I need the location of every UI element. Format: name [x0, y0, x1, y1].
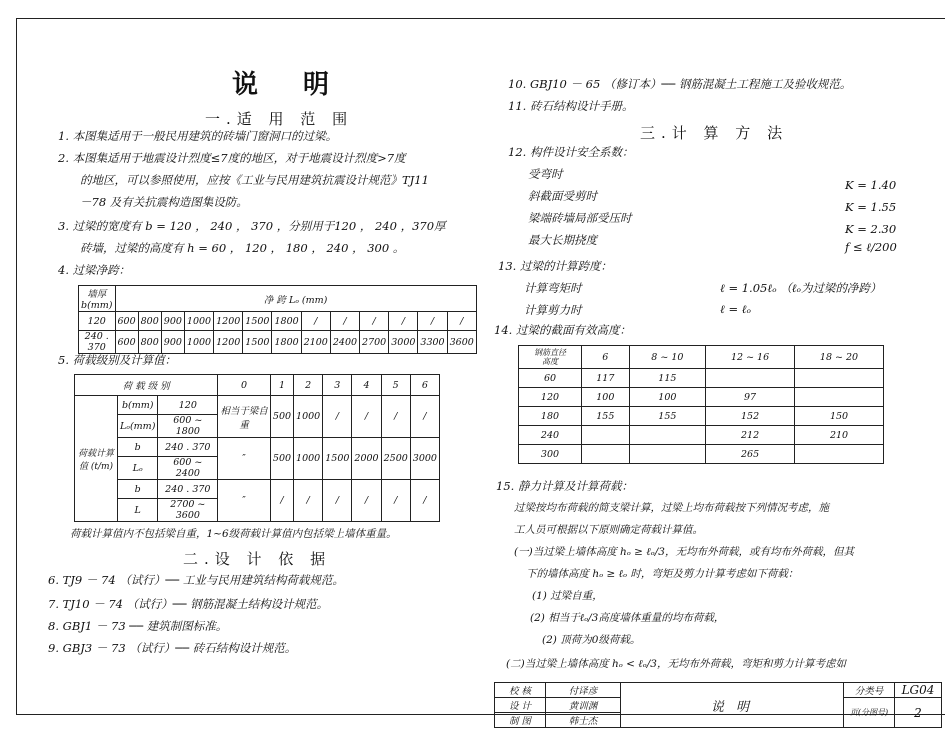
text-line: 11. 砖石结构设计手册。 [508, 99, 634, 113]
table-cell: 600 [115, 331, 138, 354]
table-cell: b [118, 438, 158, 457]
table-cell: / [389, 312, 418, 331]
text-line: 的地区，可以参照使用，应按《工业与民用建筑抗震设计规范》TJ11 [80, 173, 429, 187]
table-cell: 1000 [184, 331, 213, 354]
table-cell: 韩士杰 [546, 713, 621, 728]
table-cell: 265 [706, 445, 795, 464]
height-table-corner: 钢筋直径 高度 [519, 346, 582, 369]
table-cell: 500 [270, 438, 293, 480]
table-cell: 120 [158, 396, 218, 415]
table-cell: 3300 [418, 331, 447, 354]
safety-value: K = 2.30 [845, 222, 897, 236]
span-label: 计算剪力时 [524, 303, 582, 317]
text-line: －78 及有关抗震构造图集设防。 [80, 195, 248, 209]
table-cell: 3600 [447, 331, 476, 354]
table-cell: 1500 [243, 312, 272, 331]
table-cell: 黄训渊 [546, 698, 621, 713]
safety-label: 斜截面受剪时 [528, 189, 597, 203]
span-table [78, 285, 477, 354]
span-value: ℓ = 1.05ℓₒ （ℓₒ为过梁的净跨） [720, 281, 882, 295]
load-table [74, 374, 440, 522]
table-row [519, 445, 884, 464]
table-cell: 6 [582, 346, 630, 369]
text-line: (2) 顶荷为0级荷载。 [542, 634, 641, 646]
table-cell: / [323, 396, 352, 438]
table-cell [629, 426, 705, 445]
title-block-title: 说 明 [621, 683, 844, 728]
table-cell: 210 [795, 426, 884, 445]
table-cell: 180 [519, 407, 582, 426]
table-cell: L [118, 499, 158, 522]
table-cell [795, 388, 884, 407]
section-heading-1: 一.适 用 范 围 [205, 110, 354, 128]
text-line: 8. GBJ1 － 73 ── 建筑制图标准。 [48, 619, 228, 633]
table-cell: / [410, 396, 439, 438]
text-line: 下的墙体高度 hₒ ≥ ℓₒ 时，弯矩及剪力计算考虑如下荷载： [526, 568, 799, 580]
safety-label: 梁端砖墙局部受压时 [528, 211, 632, 225]
text-line: 13. 过梁的计算跨度： [498, 259, 612, 273]
table-cell: 300 [519, 445, 582, 464]
table-row [519, 388, 884, 407]
text-line: (1) 过梁自重， [532, 590, 603, 602]
table-cell: 付译彦 [546, 683, 621, 698]
table-cell: 100 [629, 388, 705, 407]
table-row [79, 331, 477, 354]
table-cell: 1000 [294, 438, 323, 480]
safety-label: 最大长期挠度 [528, 233, 597, 247]
text-line: 2. 本图集适用于地震设计烈度≤7度的地区，对于地震设计烈度>7度 [58, 151, 406, 165]
text-line: 7. TJ10 － 74 （试行）── 钢筋混凝土结构设计规范。 [48, 597, 329, 611]
table-cell: 1800 [272, 312, 301, 331]
table-cell: 2 [895, 698, 942, 728]
safety-value: K = 1.40 [845, 178, 897, 192]
table-cell: 6 [410, 375, 439, 396]
text-line: 5. 荷载级别及计算值： [58, 353, 177, 367]
table-row [519, 426, 884, 445]
table-cell: 600 [115, 312, 138, 331]
table-cell: 800 [138, 331, 161, 354]
table-cell: 155 [629, 407, 705, 426]
section-heading-2: 二.设 计 依 据 [183, 550, 332, 568]
table-cell: 1500 [243, 331, 272, 354]
load-table-side-label: 荷载计算值 (t/m) [75, 396, 118, 522]
table-cell: / [270, 480, 293, 522]
table-cell: 900 [161, 312, 184, 331]
table-cell: 0 [218, 375, 271, 396]
span-table-header: 净 跨 Lₒ (mm) [115, 286, 476, 312]
table-cell: 1200 [214, 312, 243, 331]
table-cell: 2500 [381, 438, 410, 480]
span-label: 计算弯矩时 [524, 281, 582, 295]
table-cell: 500 [270, 396, 293, 438]
table-cell: 2700 ~ 3600 [158, 499, 218, 522]
table-cell: 155 [582, 407, 630, 426]
table-cell: 2100 [301, 331, 330, 354]
text-line: 12. 构件设计安全系数： [508, 145, 634, 159]
table-cell: 240 [519, 426, 582, 445]
text-line: 9. GBJ3 － 73 （试行）── 砖石结构设计规范。 [48, 641, 297, 655]
text-line: 14. 过梁的截面有效高度： [494, 323, 631, 337]
table-cell: 120 [79, 312, 116, 331]
table-cell: / [323, 480, 352, 522]
table-cell [582, 426, 630, 445]
table-cell: 4 [352, 375, 381, 396]
table-cell: / [381, 480, 410, 522]
table-cell: b [118, 480, 158, 499]
safety-value: K = 1.55 [845, 200, 897, 214]
table-cell: 分类号 [844, 683, 895, 698]
table-cell: / [360, 312, 389, 331]
table-cell: 1500 [323, 438, 352, 480]
table-cell: 3000 [389, 331, 418, 354]
table-cell: 3 [323, 375, 352, 396]
section-heading-3: 三.计 算 方 法 [640, 124, 789, 142]
table-cell: 120 [519, 388, 582, 407]
table-cell: / [294, 480, 323, 522]
text-line: 15. 静力计算及计算荷载： [496, 479, 633, 493]
table-cell [629, 445, 705, 464]
table-cell: 制 图 [495, 713, 546, 728]
table-cell: 1000 [184, 312, 213, 331]
table-row [79, 312, 477, 331]
table-cell: / [381, 396, 410, 438]
text-line: (2) 相当于ℓₒ/3高度墙体重量的均布荷载， [530, 612, 725, 624]
text-line: (二)当过梁上墙体高度 hₒ < ℓₒ/3，无均布外荷载，弯矩和剪力计算考虑如 [506, 658, 846, 670]
text-line: 过梁按均布荷载的简支梁计算，过梁上均布荷载按下列情况考虑，施 [514, 502, 829, 514]
title-block [494, 682, 942, 728]
table-cell: 600 ~ 2400 [158, 457, 218, 480]
table-cell: 设 计 [495, 698, 546, 713]
table-cell: b(mm) [118, 396, 158, 415]
table-cell: Lₒ [118, 457, 158, 480]
table-cell: 2700 [360, 331, 389, 354]
height-table [518, 345, 884, 464]
table-cell: 600 ~ 1800 [158, 415, 218, 438]
table-cell: / [418, 312, 447, 331]
text-line: 砖墙，过梁的高度有 h = 60 ， 120 ， 180 ， 240 ， 300 。 [80, 241, 405, 255]
table-cell: 240 . 370 [158, 438, 218, 457]
table-cell: / [330, 312, 359, 331]
table-cell: ″ [218, 438, 271, 480]
table-cell: 2400 [330, 331, 359, 354]
table-cell: 212 [706, 426, 795, 445]
text-line: 1. 本图集适用于一般民用建筑的砖墙门窗洞口的过梁。 [58, 129, 338, 143]
table-row [519, 407, 884, 426]
table-cell: 相当于梁自重 [218, 396, 271, 438]
table-cell: 8 ~ 10 [629, 346, 705, 369]
table-cell: 1200 [214, 331, 243, 354]
text-line: 6. TJ9 － 74 （试行）── 工业与民用建筑结构荷载规范。 [48, 573, 344, 587]
table-cell: 18 ~ 20 [795, 346, 884, 369]
table-cell: 1 [270, 375, 293, 396]
table-cell: 115 [629, 369, 705, 388]
table-cell: 5 [381, 375, 410, 396]
table-cell: 100 [582, 388, 630, 407]
table-cell: 900 [161, 331, 184, 354]
table-cell: 12 ~ 16 [706, 346, 795, 369]
page-title: 说 明 [232, 70, 348, 100]
span-value: ℓ = ℓₒ [720, 302, 751, 316]
table-cell [795, 445, 884, 464]
table-cell [706, 369, 795, 388]
deflection-limit: f ≤ ℓ/200 [845, 240, 897, 254]
text-line: (一)当过梁上墙体高度 hₒ ≥ ℓₒ/3，无均布外荷载，或有均布外荷载，但其 [514, 546, 854, 558]
table-cell: / [301, 312, 330, 331]
table-cell: 240 . 370 [158, 480, 218, 499]
table-cell: 1000 [294, 396, 323, 438]
table-cell: 150 [795, 407, 884, 426]
table-cell: / [447, 312, 476, 331]
span-table-header: 墙厚b(mm) [79, 286, 116, 312]
table-cell: 1800 [272, 331, 301, 354]
table-cell: 117 [582, 369, 630, 388]
table-cell: LG04 [895, 683, 942, 698]
table-cell: 60 [519, 369, 582, 388]
table-cell: 800 [138, 312, 161, 331]
table-row [519, 369, 884, 388]
table-cell: 2000 [352, 438, 381, 480]
text-line: 10. GBJ10 － 65 （修订本）── 钢筋混凝土工程施工及验收规范。 [508, 77, 852, 91]
table-cell: 97 [706, 388, 795, 407]
load-table-header: 荷 载 级 别 [75, 375, 218, 396]
table-cell: / [410, 480, 439, 522]
table-cell: Lₒ(mm) [118, 415, 158, 438]
text-line: 3. 过梁的宽度有 b = 120 ， 240 ， 370 ，分别用于120 ， 240 ，370厚 [58, 219, 446, 233]
table-cell: 240 . 370 [79, 331, 116, 354]
table-cell [582, 445, 630, 464]
text-line: 4. 过梁净跨： [58, 263, 131, 277]
table-cell: 页(分图号) [844, 698, 895, 728]
load-note: 荷载计算值内不包括梁自重，1~6级荷载计算值内包括梁上墙体重量。 [70, 528, 397, 540]
table-cell: 校 核 [495, 683, 546, 698]
text-line: 工人员可根据以下原则确定荷载计算值。 [514, 524, 703, 536]
table-cell [795, 369, 884, 388]
table-cell: / [352, 480, 381, 522]
table-cell: 2 [294, 375, 323, 396]
table-cell: / [352, 396, 381, 438]
safety-label: 受弯时 [528, 167, 563, 181]
table-cell: ″ [218, 480, 271, 522]
table-cell: 152 [706, 407, 795, 426]
table-cell: 3000 [410, 438, 439, 480]
